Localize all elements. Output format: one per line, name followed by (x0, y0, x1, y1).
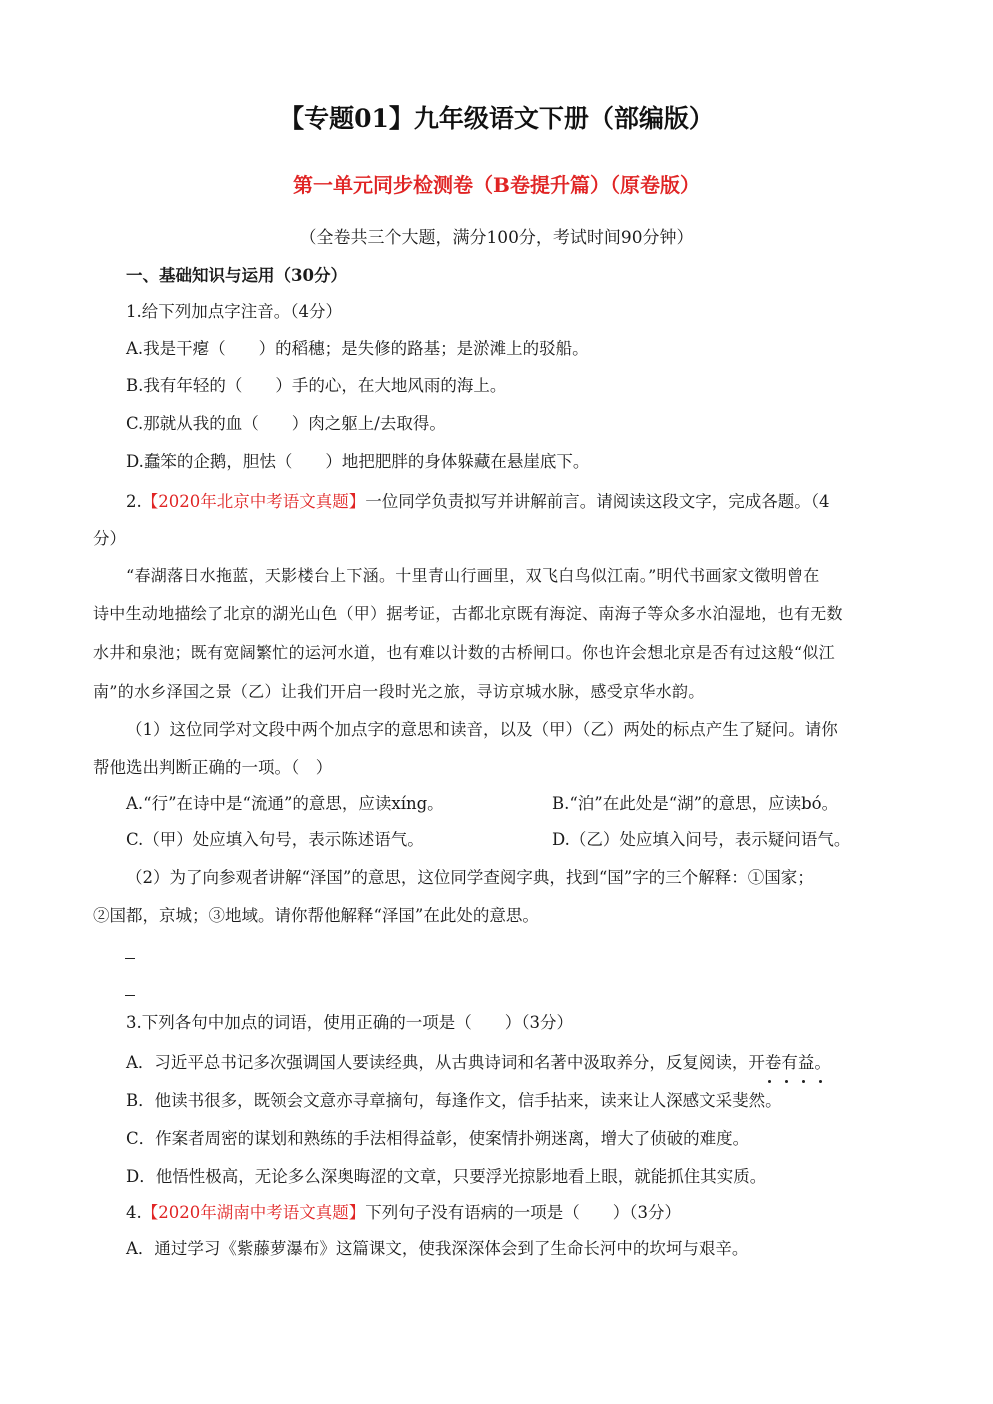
q2-source-tag: 【2020年北京中考语文真题】 (141, 492, 366, 511)
q2-stem (126, 490, 830, 514)
q2-number: 2. (126, 492, 142, 511)
emphasis-dot (785, 1080, 788, 1083)
q4-number: 4. (126, 1203, 142, 1222)
q2-option-a: A.“行”在诗中是“流通”的意思，应读xíng。 (126, 794, 444, 813)
q2-stem-cont: 分） (93, 529, 126, 548)
q2-option-b: B.“泊”在此处是“湖”的意思，应读bó。 (552, 794, 839, 813)
passage-line-1: “春湖落日水拖蓝，天影楼台上下涵。十里青山行画里，双飞白鸟似江南。”明代书画家文徵明曾在 (126, 566, 820, 585)
q3-option-d: D．他悟性极高，无论多么深奥晦涩的文章，只要浮光掠影地看上眼，就能抓住其实质。 (126, 1167, 767, 1186)
q1-option-a: A.我是干瘪（ ）的稻穗；是失修的路基；是淤滩上的驳船。 (126, 339, 589, 358)
passage-line-2: 诗中生动地描绘了北京的湖光山色（甲）据考证，古都北京既有海淀、南海子等众多水泊湿地，也有无数 (93, 604, 843, 623)
q4-stem (126, 1201, 681, 1225)
page-title: 【专题01】九年级语文下册（部编版） (279, 104, 714, 133)
q2-sub1-line1: （1）这位同学对文段中两个加点字的意思和读音，以及（甲）（乙）两处的标点产生了疑问。请你 (126, 720, 838, 739)
q2-stem-text: 一位同学负责拟写并讲解前言。请阅读这段文字，完成各题。（4 (365, 492, 830, 511)
q3-stem: 3.下列各句中加点的词语，使用正确的一项是（ ）（3分） (126, 1013, 573, 1032)
q2-option-d: D.（乙）处应填入问号，表示疑问语气。 (552, 830, 851, 849)
emphasis-dot (768, 1080, 771, 1083)
page-subtitle: 第一单元同步检测卷（B卷提升篇）（原卷版） (293, 173, 700, 197)
emphasis-dot (802, 1080, 805, 1083)
answer-blank (125, 958, 135, 959)
q3-option-a: A．习近平总书记多次强调国人要读经典，从古典诗词和名著中汲取养分，反复阅读，开卷有益。 (126, 1053, 831, 1072)
q3-option-b: B．他读书很多，既领会文意亦寻章摘句，每逢作文，信手拈来，读来让人深感文采斐然。 (126, 1091, 782, 1110)
q1-option-b: B.我有年轻的（ ）手的心，在大地风雨的海上。 (126, 376, 507, 395)
q2-option-c: C.（甲）处应填入句号，表示陈述语气。 (126, 830, 424, 849)
passage-line-3: 水井和泉池；既有宽阔繁忙的运河水道，也有难以计数的古桥闸口。你也许会想北京是否有过这般“似江 (93, 643, 835, 662)
passage-line-4: 南”的水乡泽国之景（乙）让我们开启一段时光之旅，寻访京城水脉，感受京华水韵。 (93, 682, 705, 701)
q4-option-a: A．通过学习《紫藤萝瀑布》这篇课文，使我深深体会到了生命长河中的坎坷与艰辛。 (126, 1239, 749, 1258)
section-heading: 一、基础知识与运用（30分） (126, 266, 347, 285)
q3-option-c: C．作案者周密的谋划和熟练的手法相得益彰，使案情扑朔迷离，增大了侦破的难度。 (126, 1129, 750, 1148)
emphasis-dot (819, 1080, 822, 1083)
q2-sub1-line2: 帮他选出判断正确的一项。（ ） (93, 758, 333, 777)
q4-stem-text: 下列句子没有语病的一项是（ ）（3分） (365, 1203, 681, 1222)
exam-info: （全卷共三个大题，满分100分，考试时间90分钟） (299, 228, 694, 248)
answer-blank (125, 995, 135, 996)
q1-stem: 1.给下列加点字注音。（4分） (126, 302, 342, 321)
q2-sub2-line2: ②国都，京城；③地域。请你帮他解释“泽国”在此处的意思。 (93, 906, 539, 925)
q1-option-c: C.那就从我的血（ ）肉之躯上/去取得。 (126, 414, 446, 433)
q4-source-tag: 【2020年湖南中考语文真题】 (141, 1203, 366, 1222)
q1-option-d: D.蠢笨的企鹅，胆怯（ ）地把肥胖的身体躲藏在悬崖底下。 (126, 452, 590, 471)
q2-sub2-line1: （2）为了向参观者讲解“泽国”的意思，这位同学查阅字典，找到“国”字的三个解释：①国家； (126, 868, 814, 887)
